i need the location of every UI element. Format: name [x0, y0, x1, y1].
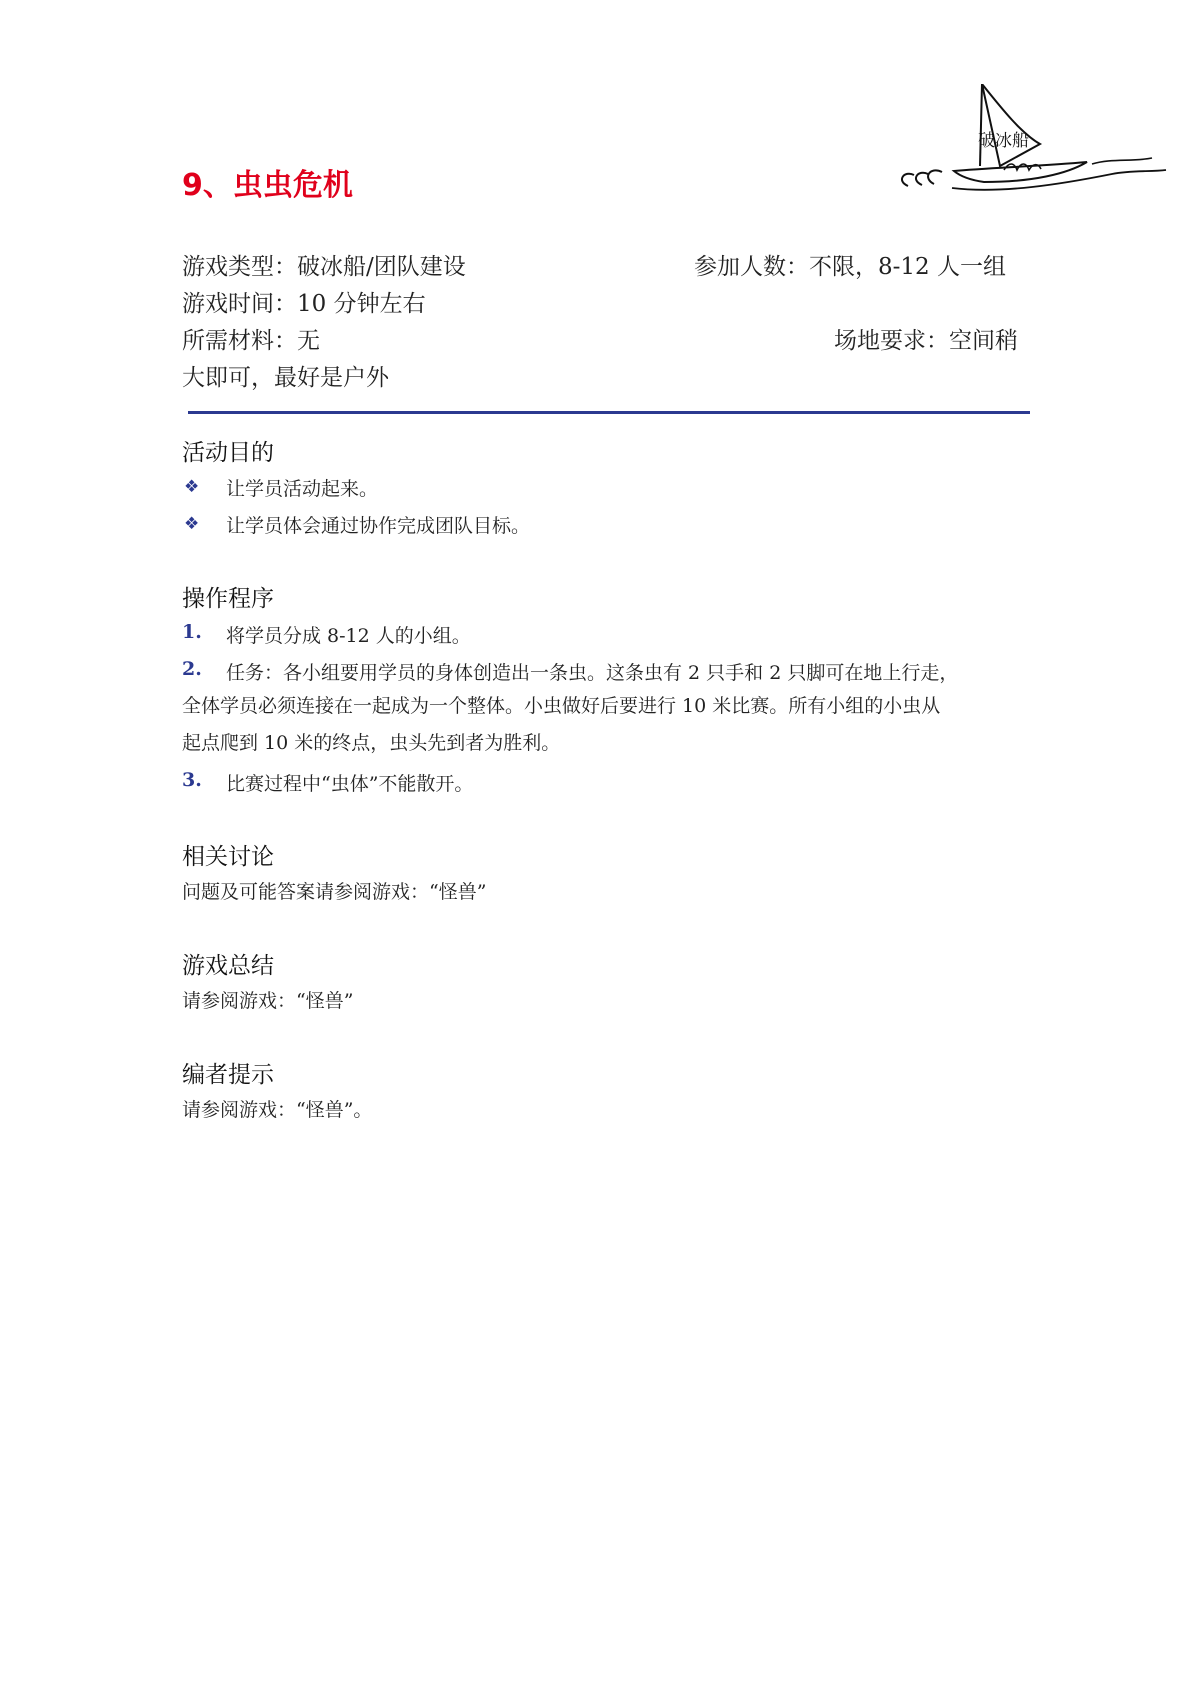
page-title: 9、虫虫危机: [182, 168, 353, 203]
diamond-bullet-icon: ❖: [184, 514, 200, 534]
info-type: 游戏类型：破冰船/团队建设: [182, 254, 466, 280]
divider: [188, 411, 1030, 414]
section-heading-discussion: 相关讨论: [182, 844, 274, 870]
list-item: 让学员体会通过协作完成团队目标。: [226, 515, 531, 537]
info-materials: 所需材料：无: [182, 328, 320, 354]
step-number: 1.: [182, 621, 202, 643]
info-venue-continued: 大即可，最好是户外: [182, 365, 389, 391]
list-item: 让学员活动起来。: [226, 478, 379, 500]
section-text: 请参阅游戏：“怪兽”。: [182, 1099, 373, 1121]
sailboat-logo-icon: [892, 84, 1168, 208]
step-text: 比赛过程中“虫体”不能散开。: [226, 773, 474, 795]
section-text: 请参阅游戏：“怪兽”: [182, 990, 354, 1012]
info-venue: 场地要求：空间稍: [834, 328, 1018, 354]
section-heading-goals: 活动目的: [182, 440, 274, 466]
info-players: 参加人数：不限，8-12 人一组: [694, 254, 1006, 280]
step-number: 3.: [182, 769, 202, 791]
sailboat-logo: [892, 84, 1168, 208]
step-text-continued: 全体学员必须连接在一起成为一个整体。小虫做好后要进行 10 米比赛。所有小组的小虫从: [182, 695, 941, 717]
diamond-bullet-icon: ❖: [184, 477, 200, 497]
step-text: 将学员分成 8-12 人的小组。: [226, 625, 471, 647]
info-time: 游戏时间：10 分钟左右: [182, 291, 426, 317]
section-heading-summary: 游戏总结: [182, 953, 274, 979]
step-number: 2.: [182, 658, 202, 680]
section-text: 问题及可能答案请参阅游戏：“怪兽”: [182, 881, 487, 903]
section-heading-procedure: 操作程序: [182, 586, 274, 612]
step-text-continued: 起点爬到 10 米的终点，虫头先到者为胜利。: [182, 732, 561, 754]
step-text: 任务：各小组要用学员的身体创造出一条虫。这条虫有 2 只手和 2 只脚可在地上行走，: [226, 662, 959, 684]
section-heading-tips: 编者提示: [182, 1062, 274, 1088]
logo-text: 破冰船: [978, 131, 1029, 151]
